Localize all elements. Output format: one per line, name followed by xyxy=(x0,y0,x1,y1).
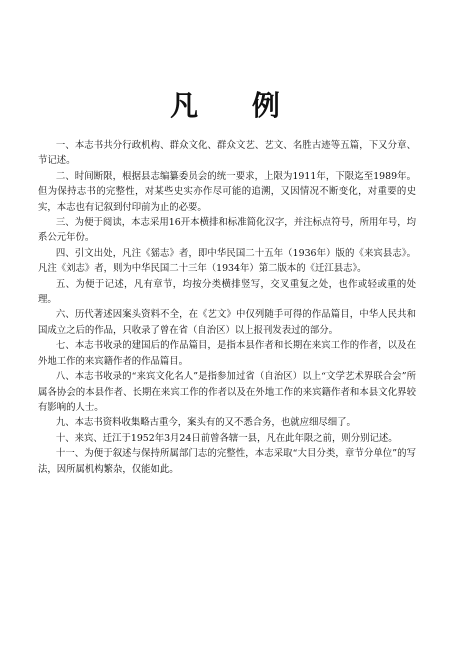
note-item-5: 五、为便于记述，凡有章节，均按分类横排竖写，交叉重复之处，也作或轻或重的处理。 xyxy=(38,278,416,306)
note-item-3: 三、为便于阅读，本志采用16开本横排和标准简化汉字，并注标点符号，所用年号，均系公元年份。 xyxy=(38,217,416,244)
note-item-2: 二、时间断限，根据县志编纂委员会的统一要求，上限为1911年，下限迄至1989年。但为保持志书的完整性，对某些史实亦作尽可能的追溯，又因情况不断变化，对重要的史实，本志也有记叙到付印前为止的必要。 xyxy=(38,170,416,213)
note-item-1: 一、本志书共分行政机构、群众文化、群众文艺、艺文、名胜古迹等五篇，下又分章、节记述。 xyxy=(38,140,416,167)
note-item-6: 六、历代著述因案头资料不全，在《艺文》中仅列随手可得的作品篇目，中华人民共和国成立之后的作品，只收录了曾在省（自治区）以上报刊发表过的部分。 xyxy=(38,309,416,336)
note-item-7: 七、本志书收录的建国后的作品篇目，是指本县作者和长期在来宾工作的作者，以及在外地工作的来宾籍作者的作品篇目。 xyxy=(38,340,416,367)
page-title: 凡 例 xyxy=(170,89,302,122)
note-item-10: 十、来宾、迁江于1952年3月24日前曾各辖一县，凡在此年限之前，则分别记述。 xyxy=(55,432,398,444)
note-item-4: 四、引文出处，凡注《猺志》者，即中华民国二十五年（1936年）版的《来宾县志》。凡注《刘志》者，则为中华民国二十三年（1934年）第二版本的《迁江县志》。 xyxy=(38,247,416,275)
note-item-11: 十一、为便于叙述与保持所属部门志的完整性，本志采取“大目分类，章节分单位”的写法，因所属机构繁杂，仅能如此。 xyxy=(38,448,416,475)
note-item-9: 九、本志书资料收集略古重今，案头有的又不悉合务，也就应细尽细了。 xyxy=(55,417,356,429)
usage-notes xyxy=(38,138,416,477)
note-item-8: 八、本志书收录的“来宾文化名人”是指参加过省（自治区）以上“文学艺术界联合会”所属各协会的本县作者、长期在来宾工作的作者以及在外地工作的来宾籍作者和本县文化界较有影响的人士。 xyxy=(38,371,416,413)
